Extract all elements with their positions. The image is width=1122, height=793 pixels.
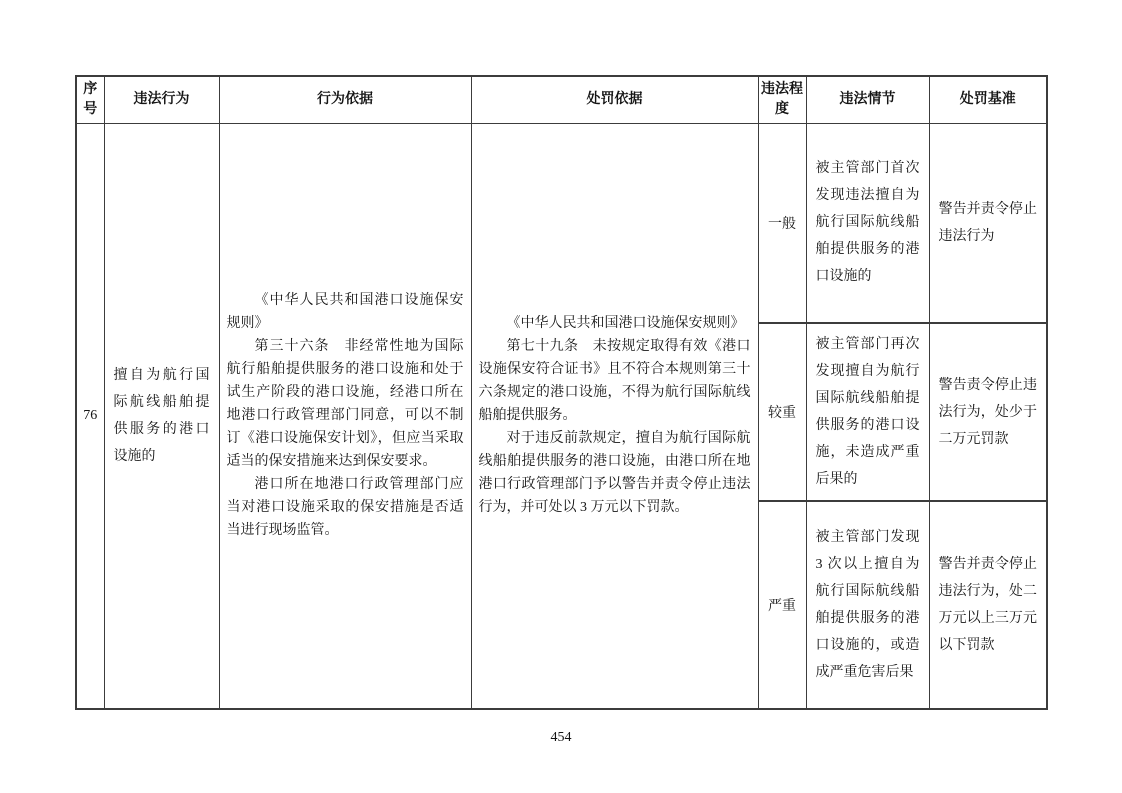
behavior-basis-paragraph: 《中华人民共和国港口设施保安规则》: [226, 293, 464, 332]
page-number: 454: [550, 730, 572, 745]
penalty-basis-paragraph: 《中华人民共和国港口设施保安规则》: [506, 316, 745, 332]
violation-table: [75, 75, 1048, 710]
cell-degree-general: 一般: [758, 123, 806, 323]
cell-behavior: 擅自为航行国际航线船舶提供服务的港口设施的: [104, 123, 219, 709]
cell-circumstance-severe: 被主管部门发现 3 次以上擅自为航行国际航线船舶提供服务的港口设施的，或造成严重危害后果: [806, 501, 929, 709]
cell-degree-serious: 较重: [758, 323, 806, 501]
cell-behavior-basis: [219, 123, 471, 709]
cell-circumstance-general: 被主管部门首次发现违法擅自为航行国际航线船舶提供服务的港口设施的: [806, 123, 929, 323]
cell-circumstance-serious: 被主管部门再次发现擅自为航行国际航线船舶提供服务的港口设施，未造成严重后果的: [806, 323, 929, 501]
cell-degree-severe: 严重: [758, 501, 806, 709]
cell-index: 76: [76, 123, 104, 709]
header-behavior: 违法行为: [104, 76, 219, 123]
degree-row-general: [76, 123, 1047, 323]
header-penalty-basis: 处罚依据: [471, 76, 758, 123]
header-behavior-basis: 行为依据: [219, 76, 471, 123]
cell-penalty-serious: 警告责令停止违法行为，处少于二万元罚款: [929, 323, 1047, 501]
header-row: [76, 76, 1047, 123]
penalty-basis-paragraph: 对于违反前款规定，擅自为航行国际航线船舶提供服务的港口设施，由港口所在地港口行政管理部门予以警告并责令停止违法行为，并可处以 3 万元以下罚款。: [478, 431, 751, 516]
cell-penalty-severe: 警告并责令停止违法行为，处二万元以上三万元以下罚款: [929, 501, 1047, 709]
behavior-basis-paragraph: 港口所在地港口行政管理部门应当对港口设施采取的保安措施是否适当进行现场监管。: [226, 477, 464, 539]
header-penalty-standard: 处罚基准: [929, 76, 1047, 123]
cell-penalty-basis: [471, 123, 758, 709]
header-circumstance: 违法情节: [806, 76, 929, 123]
penalty-basis-paragraph: 第七十九条 未按规定取得有效《港口设施保安符合证书》且不符合本规则第三十六条规定的港口设施，不得为航行国际航线船舶提供服务。: [478, 339, 751, 424]
header-index: 序号: [76, 76, 104, 123]
cell-penalty-general: 警告并责令停止违法行为: [929, 123, 1047, 323]
behavior-basis-paragraph: 第三十六条 非经常性地为国际航行船舶提供服务的港口设施和处于试生产阶段的港口设施，经港口所在地港口行政管理部门同意，可以不制订《港口设施保安计划》，但应当采取适当的保安措施来达到保安要求。: [226, 339, 464, 470]
header-degree: 违法程度: [758, 76, 806, 123]
